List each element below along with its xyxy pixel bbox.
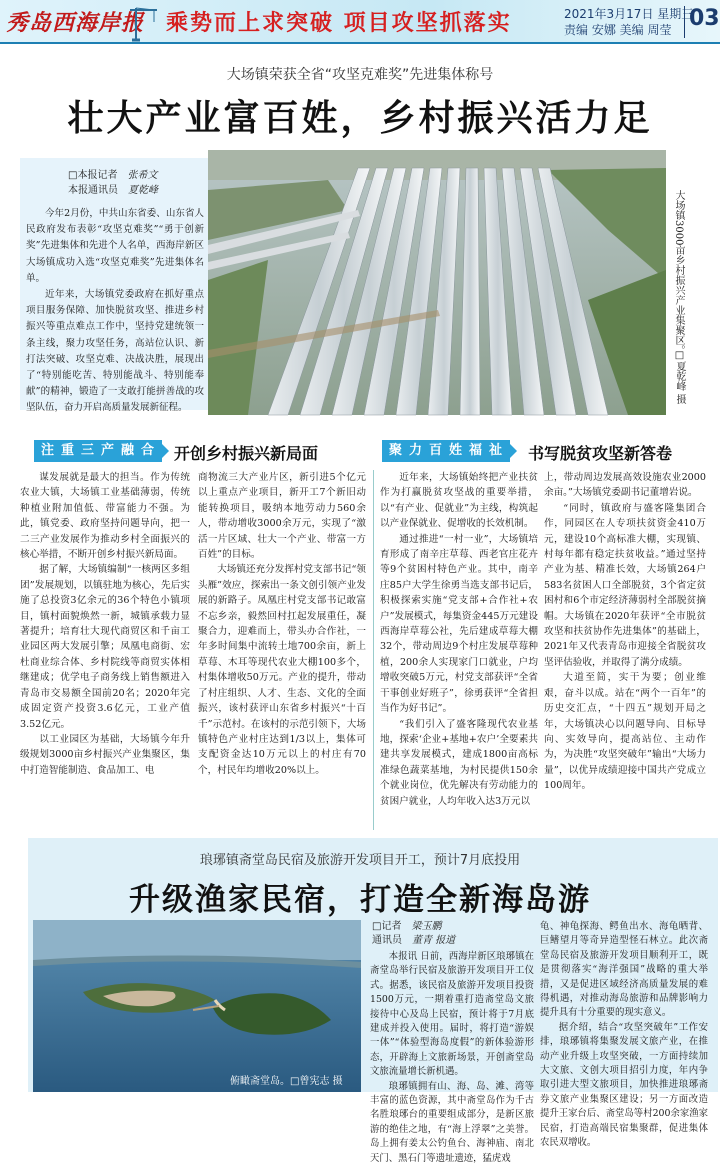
byline-label: 通讯员 (372, 935, 402, 946)
section-header-left (34, 440, 354, 462)
section-arrow-icon (162, 444, 169, 458)
story1-headline: 壮大产业富百姓，乡村振兴活力足 (67, 98, 653, 139)
article-column (544, 470, 706, 794)
intro-paragraph: 今年2月份，中共山东省委、山东省人民政府发布表彰“攻坚克难奖”“勇于创新奖”先进集体和先进个人名单，西海岸新区大场镇成功入选“攻坚克难奖”先进集体名单。 (26, 208, 204, 284)
paragraph: 通过推进“一村一业”，大场镇培育形成了南辛庄草莓、西老官庄花卉等9个贫困村特色产业。其中，南辛庄85户大学生徐勇当选支部书记后，积极探索实施“党支部+合作社+农户”发展模式，每集资金445万元建设西海岸草莓公社，先后建成草莓大棚32个，带动周边9个村庄发展草莓种植，200余人实现家门口就业，户均增收突破5万元，村党支部获评“全省干事创业好班子”，徐勇获评“全省担当作为好书记”。 (380, 533, 538, 715)
crane-icon (128, 4, 158, 40)
issue-meta (564, 6, 693, 38)
intro-paragraph: 近年来，大场镇党委政府在抓好重点项目服务保障、加快脱贫攻坚、推进乡村振兴等重点难点工作中，坚持党建统领一条主线，聚力攻坚任务，高站位认识、新打法突破、攻坚克难、决战决胜，展现出了“特别能吃苦、特别能战斗、特别能奉献”的精神，锻造了一支敢打能拼善战的攻坚队伍，奋力开启高质量发展新征程。 (26, 289, 204, 414)
paragraph: 琅琊镇拥有山、海、岛、滩、湾等丰富的蓝色资源，其中斋堂岛作为千古名胜琅琊台的重要组成部分，是新区旅游的绝佳之地，有“海上浮翠”之美誉。岛上拥有姜太公钓鱼台、海神庙、南北天门、黑石门等遗址遗迹，猛虎戏 (370, 1080, 534, 1164)
paragraph: “我们引入了盛客隆现代农业基地，探索‘企业+基地+农户’全要素共建共享发展模式，建成1800亩高标准绿色蔬菜基地，为村民提供150余个就业岗位，优先解决有劳动能力的贫困户就业，人均年收入达3万元以 (380, 718, 538, 807)
paragraph: 谋发展就是最大的担当。作为传统农业大镇，大场镇工业基础薄弱，传统种植业附加值低、带富能力不强。为此，镇党委、政府坚持问题导向，把一二三产业发展作为推动乡村全面振兴的核心举措，不断开创乡村振兴新局面。 (20, 472, 190, 561)
paragraph: 近年来，大场镇始终把产业扶贫作为打赢脱贫攻坚战的重要举措，以“有产业、促就业”为主线，构筑起以产业保就业、促增收的长效机制。 (380, 472, 538, 530)
byline-name: 董青 报道 (412, 935, 456, 946)
photo-credit: □夏乾峰 摄 (674, 350, 685, 405)
article-column (20, 470, 190, 778)
island-aerial-photo (33, 920, 361, 1092)
photo-caption: 俯瞰斋堂岛。□曾宪志 摄 (230, 1076, 343, 1087)
paragraph: 大道至简，实干为要；创业维艰，奋斗以成。站在“两个一百年”的历史交汇点，“十四五”规划开局之年，大场镇决心以问题导向、目标导向、实效导向，提高站位、主动作为，为决胜“攻坚突破年”输出“大场力量”，以优异成绩迎接中国共产党成立100周年。 (544, 672, 706, 792)
section-tag: 注重三产融合 (34, 440, 162, 462)
issue-date: 2021年3月17日 星期三 (564, 7, 694, 21)
section-arrow-icon (510, 444, 517, 458)
article-column (198, 470, 366, 778)
story2-kicker: 琅琊镇斋堂岛民宿及旅游开发项目开工，预计7月底投用 (199, 853, 521, 868)
paragraph: 以工业园区为基础，大场镇今年升级规划3000亩乡村振兴产业集聚区，集中打造智能制造、食品加工、电 (20, 733, 190, 776)
paragraph: 上，带动周边发展高效设施农业2000余亩。”大场镇党委副书记董增岩说。 (544, 472, 706, 499)
article-column (370, 950, 534, 1166)
greenhouse-image (208, 150, 666, 415)
section-title: 书写脱贫攻坚新答卷 (528, 444, 673, 463)
page-number: 03 (684, 6, 718, 38)
masthead (0, 0, 720, 44)
article-column (380, 470, 538, 809)
paragraph: “同时，镇政府与盛客隆集团合作，同园区在人专项扶贫资金410万元，建设10个高标准大棚，实现镇、村每年都有稳定扶贫收益。”通过坚持产业为基、精准长效，大场镇264户583名贫困人口全部脱贫，3个省定贫困村和6个市定经济薄弱村全部脱贫摘帽。大场镇在2020年获评“全市脱贫攻坚和扶贫协作先进集体”的基础上，2021年又代表青岛市迎接全省脱贫攻坚评估验收，并取得了满分成绩。 (544, 502, 706, 668)
newspaper-logo: 秀岛西海岸报 (6, 10, 145, 36)
story2-byline (372, 920, 455, 948)
issue-editors: 责编 安娜 美编 周莹 (564, 23, 672, 37)
story1-kicker: 大场镇荣获全省“攻坚克难奖”先进集体称号 (226, 67, 494, 83)
paragraph: 本报讯 日前，西海岸新区琅琊镇在斋堂岛举行民宿及旅游开发项目开工仪式。据悉，该民宿及旅游开发项目投资1500万元，一期着重打造斋堂岛文旅接待中心及岛上民宿，预计将于7月底建成并投入使用。届时，将打造“游娱一体”“体验型海岛度假”的新体验游形态，开辟海上文旅新场景，开创斋堂岛文旅流量增长新机遇。 (370, 951, 534, 1078)
article-column (540, 920, 708, 1151)
section-tag: 聚力百姓福祉 (382, 440, 510, 462)
column-divider (373, 470, 374, 830)
byline-label: 本报通讯员 (68, 185, 118, 196)
byline-label: □记者 (372, 921, 402, 932)
greenhouse-aerial-photo (208, 150, 666, 415)
island-image (33, 920, 361, 1092)
paragraph: 龟、神龟探海、鳄鱼出水、海龟晒背、巨鳍望月等奇异造型怪石林立。此次斋堂岛民宿及旅游开发项目顺利开工，既是贯彻落实“海洋强国”战略的重大举措，又是促进区域经济高质量发展的难得机遇，对推动海岛旅游和品牌影响力提升具有十分重要的现实意义。 (540, 921, 708, 1019)
masthead-slogan: 乘势而上求突破 项目攻坚抓落实 (166, 11, 512, 36)
paragraph: 据介绍，结合“攻坚突破年”工作安排，琅琊镇将集聚发展文旅产业，在推动产业升级上攻坚突破，一方面持续加大文旅、文创大项目招引力度，年内争取引进大型文旅项目，加快推进琅琊斋券文旅产业集聚区建设；另一方面改造提升王家台后、斋堂岛等村200余家渔家民宿，打造高端民宿集聚群，促进集体农民双增收。 (540, 1021, 708, 1149)
section-header-right (382, 440, 702, 462)
byline-label: □本报记者 (68, 170, 118, 181)
story2-headline: 升级渔家民宿，打造全新海岛游 (129, 882, 591, 918)
paragraph: 商物流三大产业片区，新引进5个亿元以上重点产业项目，新开工7个新旧动能转换项目，吸纳本地劳动力560余人，带动增收3000余万元，实现了“激活一片区域、壮大一个产业、带富一方百姓”的目标。 (198, 472, 366, 561)
section-title: 开创乡村振兴新局面 (174, 444, 319, 463)
paragraph: 大场镇还充分发挥村党支部书记“领头雁”效应，探索出一条文创引领产业发展的新路子。凤凰庄村党支部书记敢富不忘乡亲，毅然回村扛起发展重任，凝聚合力，迎难而上，带头办合作社，一年多时间集中流转土地700余亩，新上草莓、木耳等现代农业大棚100多个，村集体增收50万元。产业的提升，带动了村庄组织、人才、生态、文化的全面振兴，该村获评山东省乡村振兴“十百千”示范村。在该村的示范引领下，大场镇特色产业村庄达到1/3以上，集体可支配资金达10万元以上的村庄有70个，村民年均增收20%以上。 (198, 564, 366, 776)
story1-intro (26, 206, 204, 417)
byline-name: 梁玉鹏 (411, 921, 442, 932)
photo-caption: 大场镇3000亩乡村振兴产业集聚区。 (673, 190, 684, 356)
story1-byline (68, 168, 158, 198)
paragraph: 据了解，大场镇编制“一核两区多组团”发展规划，以镇驻地为核心，先后实施了总投资3亿余元的36个特色小镇项目，镇村面貌焕然一新，城镇承载力显著提升；培育壮大现代商贸区和千亩工业园区两大发展引擎；凤凰电商街、宏杜商业综合体、乡村院线等商贸实体相继建成；优学电子商务线上销售额进入青岛市交易额全国前20名；2020年完成固定资产投资3.6亿元，工业产值3.52亿元。 (20, 564, 190, 730)
byline-name: 张希文 (127, 170, 158, 181)
byline-name: 夏乾峰 (128, 185, 158, 196)
